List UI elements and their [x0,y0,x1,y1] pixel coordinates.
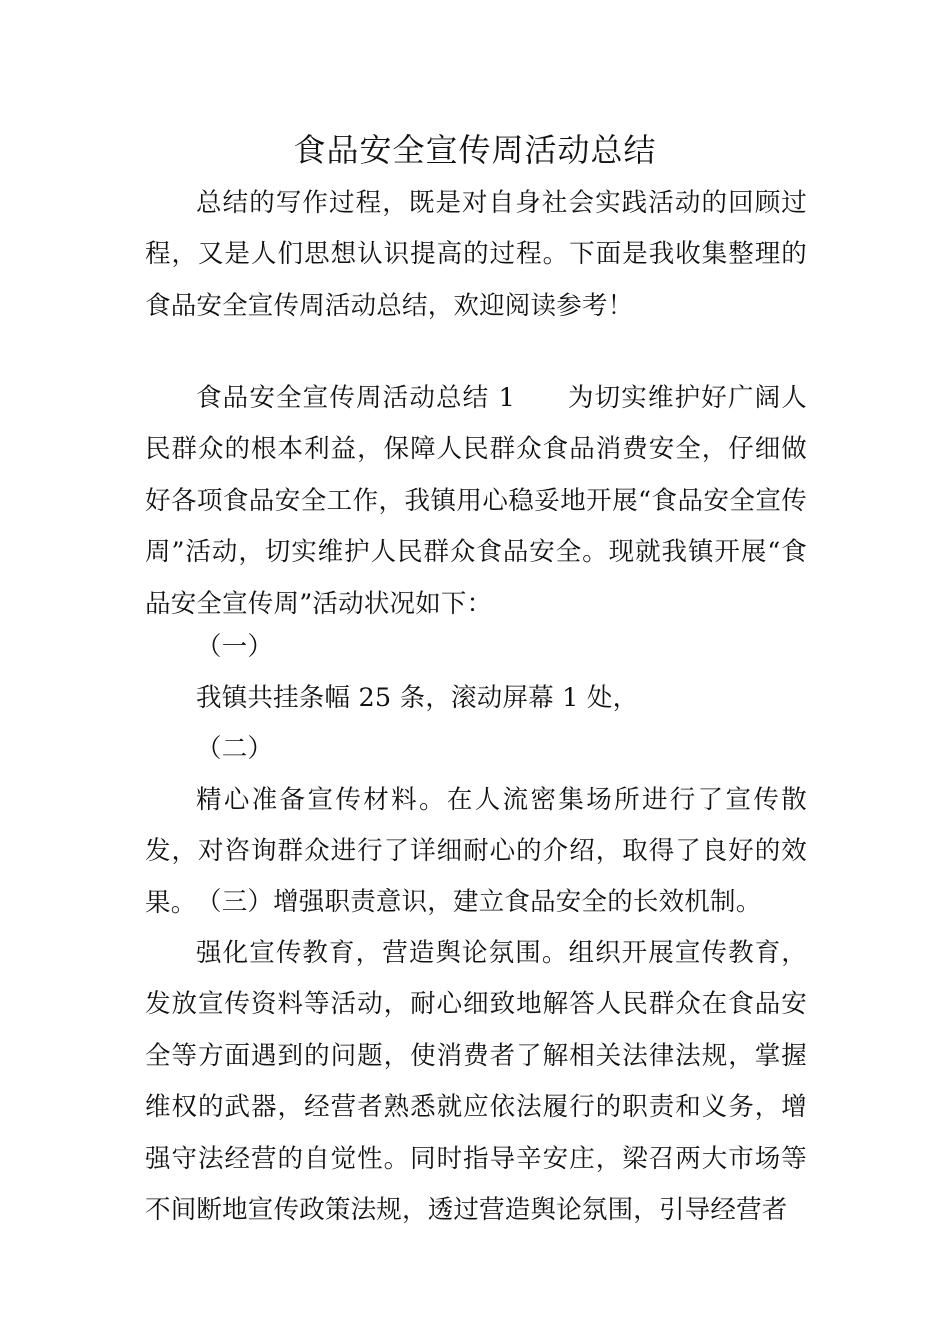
item-2-label: （二） [196,734,274,764]
section-1-paragraph [145,373,807,630]
intro-paragraph: 总结的写作过程，既是对自身社会实践活动的回顾过程，又是人们思想认识提高的过程。下面是我收集整理的食品安全宣传周活动总结，欢迎阅读参考！ [145,188,807,321]
item-2-text: 精心准备宣传材料。在人流密集场所进行了宣传散发，对咨询群众进行了详细耐心的介绍，取得了良好的效果。 [145,785,807,918]
document-title: 食品安全宣传周活动总结 [293,131,657,169]
section-1-heading: 食品安全宣传周活动总结 1 [196,383,516,413]
section-1-text: 为切实维护好广阔人民群众的根本利益，保障人民群众食品消费安全，仔细做好各项食品安全工作，我镇用心稳妥地开展“食品安全宣传周”活动，切实维护人民群众食品安全。现就我镇开展“食品安全宣传周”活动状况如下： [145,383,807,619]
item-3-text: （三）增强职责意识，建立食品安全的长效机制。 [196,887,762,917]
item-1-text: 我镇共挂条幅 25 条，滚动屏幕 1 处， [196,683,639,713]
item-1-label: （一） [196,632,274,662]
item-4-text: 强化宣传教育，营造舆论氛围。组织开展宣传教育，发放宣传资料等活动，耐心细致地解答人民群众在食品安全等方面遇到的问题，使消费者了解相关法律法规，掌握维权的武器，经营者熟悉就应依法履行的职责和义务，增强守法经营的自觉性。同时指导辛安庄，梁召两大市场等不间断地宣传政策法规，透过营造舆论氛围，引导经营者 [145,938,807,1226]
